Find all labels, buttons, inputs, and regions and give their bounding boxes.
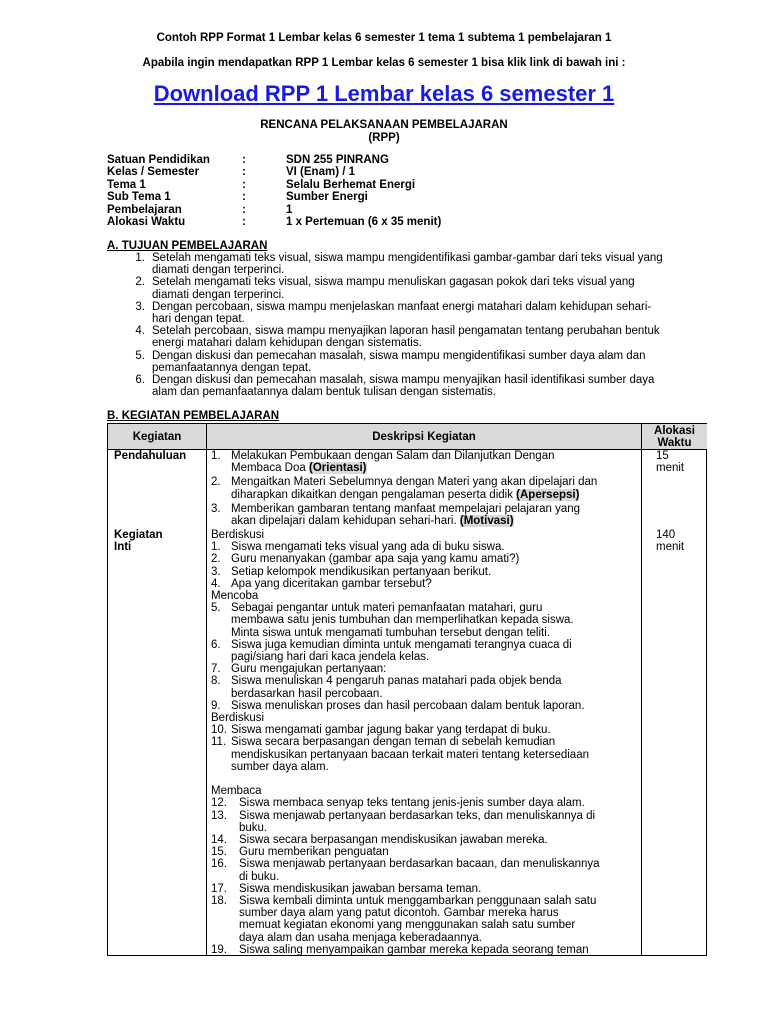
item-text: di buku.: [239, 870, 280, 883]
spacer: [211, 773, 635, 785]
list-item: [211, 858, 635, 882]
item-text: Setelah percobaan, siswa mampu menyajikan laporan hasil pengamatan tentang perubahan bentuk: [152, 325, 660, 338]
meta-separator: :: [242, 178, 246, 191]
list-item: [211, 736, 635, 773]
item-text: berdasarkan hasil percobaan.: [231, 687, 383, 700]
meta-row: [107, 179, 667, 191]
list-item: [107, 276, 715, 300]
item-number: 1.: [211, 450, 221, 462]
document-subtitle: (RPP): [368, 132, 400, 144]
item-text: energi matahari dalam kehidupan dengan sistematis.: [152, 337, 422, 350]
time-allocation: [656, 529, 684, 553]
item-text: Apa yang diceritakan gambar tersebut?: [231, 577, 432, 590]
meta-separator: :: [242, 215, 246, 228]
item-number: 16.: [211, 858, 227, 871]
item-number: 15.: [211, 846, 227, 859]
item-number: 3.: [211, 565, 221, 578]
list-item: [211, 663, 635, 675]
phase-text: Inti: [114, 541, 132, 554]
item-number: 2.: [211, 553, 221, 566]
time-unit: menit: [656, 541, 685, 554]
meta-row: [107, 166, 667, 178]
item-text: daya alam dan usaha menjaga keberadaannya.: [239, 931, 482, 944]
meta-row: [107, 191, 667, 203]
meta-separator: :: [242, 154, 246, 166]
item-text: Siswa menuliskan proses dan hasil percobaan dalam bentuk laporan.: [231, 699, 585, 712]
time-unit: menit: [656, 462, 685, 475]
meta-separator: :: [242, 203, 246, 216]
item-text: sumber daya alam yang patut dicontoh. Gambar mereka harus: [239, 907, 559, 920]
item-text: Siswa kembali diminta untuk menggambarkan penggunaan salah satu: [239, 895, 597, 908]
item-number: 17.: [211, 882, 227, 895]
item-text: diharapkan dikaitkan dengan pengalaman peserta didik: [231, 488, 513, 501]
item-text: membawa satu jenis tumbuhan dan memperlihatkan kepada siswa.: [231, 614, 574, 627]
list-item: [211, 450, 635, 474]
item-text: Memberikan gambaran tentang manfaat mempelajari pelajaran yang: [231, 502, 581, 515]
item-number: 4.: [135, 325, 145, 338]
list-item: [211, 553, 635, 565]
item-number: 1.: [135, 252, 145, 264]
list-item: [107, 301, 715, 325]
list-item: [107, 350, 715, 374]
item-text: Guru menanyakan (gambar apa saja yang kamu amati?): [231, 553, 520, 566]
item-number: 3.: [135, 300, 145, 313]
item-number: 13.: [211, 809, 227, 822]
item-text: Dengan percobaan, siswa mampu menjelaskan manfaat energi matahari dalam kehidupan sehari-: [152, 300, 652, 313]
document-title: RENCANA PELAKSANAAN PEMBELAJARAN: [260, 119, 508, 131]
item-text: Siswa mengamati gambar jagung bakar yang terdapat di buku.: [231, 724, 551, 737]
meta-key: Pembelajaran: [107, 203, 182, 216]
tag-apersepsi: (Apersepsi): [516, 488, 580, 501]
item-text: diamati dengan terperinci.: [152, 288, 285, 301]
list-item: [211, 724, 635, 736]
item-text: mendiskusikan pertanyaan bacaan terkait materi tentang ketersediaan: [231, 748, 589, 761]
item-number: 6.: [135, 374, 145, 387]
item-number: 14.: [211, 834, 227, 847]
tag-orientasi: (Orientasi): [309, 462, 367, 475]
intro-line: Contoh RPP Format 1 Lembar kelas 6 semester 1 tema 1 subtema 1 pembelajaran 1: [156, 32, 612, 44]
meta-value: 1 x Pertemuan (6 x 35 menit): [286, 215, 442, 228]
item-text: hari dengan tepat.: [152, 313, 245, 326]
item-text: Dengan diskusi dan pemecahan masalah, siswa mampu menyajikan hasil identifikasi sumber daya: [152, 374, 655, 387]
learning-objectives-list: [107, 252, 715, 398]
item-text: Guru mengajukan pertanyaan:: [231, 663, 387, 676]
item-text: Mengaitkan Materi Sebelumnya dengan Materi yang akan dipelajari dan: [231, 476, 598, 489]
section-heading-tujuan: A. TUJUAN PEMBELAJARAN: [107, 240, 268, 252]
item-number: 18.: [211, 895, 227, 908]
identity-table: [107, 154, 667, 228]
item-number: 2.: [135, 276, 145, 289]
list-item: [211, 639, 635, 663]
item-text: Sebagai pengantar untuk materi pemanfaatan matahari, guru: [231, 602, 543, 615]
item-text: Siswa juga kemudian diminta untuk mengamati terangnya cuaca di: [231, 638, 572, 651]
meta-key: Satuan Pendidikan: [107, 154, 210, 166]
meta-row: [107, 204, 667, 216]
item-text: Dengan diskusi dan pemecahan masalah, siswa mampu mengidentifikasi sumber daya alam dan: [152, 349, 646, 362]
meta-key: Sub Tema 1: [107, 191, 171, 204]
item-text: Siswa menjawab pertanyaan berdasarkan bacaan, dan menuliskannya: [239, 858, 600, 871]
item-number: 4.: [211, 577, 221, 590]
meta-row: [107, 154, 667, 166]
column-divider: [206, 424, 207, 955]
list-item: [211, 503, 635, 527]
phase-label-pendahuluan: Pendahuluan: [114, 450, 187, 462]
list-item: [211, 566, 635, 578]
item-text: Siswa secara berpasangan mendiskusikan jawaban mereka.: [239, 834, 548, 847]
group-title: Berdiskusi: [211, 712, 265, 725]
header-text: Waktu: [657, 436, 692, 449]
column-header-alokasi: [642, 424, 707, 449]
list-item: [211, 895, 635, 944]
item-text: Setiap kelompok mendikusikan pertanyaan berikut.: [231, 565, 492, 578]
meta-key: Tema 1: [107, 178, 146, 191]
item-text: memuat kegiatan ekonomi yang menggunakan salah satu sumber: [239, 919, 576, 932]
meta-value: Selalu Berhemat Energi: [286, 178, 416, 191]
item-number: 6.: [211, 638, 221, 651]
item-text: diamati dengan terperinci.: [152, 264, 285, 277]
meta-value: SDN 255 PINRANG: [286, 154, 389, 166]
item-text: Setelah mengamati teks visual, siswa mampu menuliskan gagasan pokok dari teks visual yang: [152, 276, 635, 289]
meta-row: [107, 216, 667, 228]
time-value: 15: [656, 450, 669, 462]
item-text: Siswa saling menyampaikan gambar mereka kepada seorang teman: [239, 943, 589, 956]
inti-description: [211, 529, 635, 956]
list-item: [107, 325, 715, 349]
item-number: 7.: [211, 663, 221, 676]
list-item: [211, 834, 635, 846]
download-link[interactable]: Download RPP 1 Lembar kelas 6 semester 1: [153, 81, 615, 106]
column-header-deskripsi: Deskripsi Kegiatan: [207, 424, 641, 449]
item-text: Minta siswa untuk mengamati tumbuhan tersebut dengan teliti.: [231, 626, 550, 639]
item-text: Siswa mengamati teks visual yang ada di buku siswa.: [231, 541, 505, 554]
header-text: Alokasi: [654, 424, 695, 437]
instruction-line: Apabila ingin mendapatkan RPP 1 Lembar kelas 6 semester 1 bisa klik link di bawah ini :: [142, 57, 626, 69]
item-text: Siswa menjawab pertanyaan berdasarkan teks, dan menuliskannya di: [239, 809, 596, 822]
phase-text: Kegiatan: [114, 529, 163, 541]
item-number: 19.: [211, 943, 227, 956]
item-text: Siswa membaca senyap teks tentang jenis-jenis sumber daya alam.: [239, 797, 585, 810]
list-item: [211, 797, 635, 809]
list-item: [107, 252, 715, 276]
item-number: 1.: [211, 541, 221, 554]
list-item: [211, 700, 635, 712]
pendahuluan-description: [211, 450, 635, 527]
meta-value: VI (Enam) / 1: [286, 166, 356, 179]
item-number: 5.: [211, 602, 221, 615]
meta-separator: :: [242, 191, 246, 204]
section-heading-kegiatan: B. KEGIATAN PEMBELAJARAN: [107, 410, 280, 422]
column-header-kegiatan: Kegiatan: [108, 424, 206, 449]
item-text: Siswa secara berpasangan dengan teman di sebelah kemudian: [231, 736, 556, 749]
activities-table: [107, 423, 707, 956]
time-value: 140: [656, 529, 676, 541]
meta-separator: :: [242, 166, 246, 179]
item-number: 11.: [211, 736, 227, 749]
meta-value: Sumber Energi: [286, 191, 368, 204]
list-item: [211, 883, 635, 895]
item-text: alam dan pemanfaatannya dalam bentuk tulisan dengan sistematis.: [152, 386, 496, 399]
item-number: 10.: [211, 724, 227, 737]
list-item: [211, 602, 635, 639]
column-divider: [641, 424, 642, 955]
item-text: buku.: [239, 821, 268, 834]
item-text: Setelah mengamati teks visual, siswa mampu mengidentifikasi gambar-gambar dari teks visual yang: [152, 252, 663, 264]
list-item: [211, 944, 635, 956]
meta-value: 1: [286, 203, 293, 216]
item-text: Siswa mendiskusikan jawaban bersama teman.: [239, 882, 482, 895]
item-text: pagi/siang hari dari kaca jendela kelas.: [231, 651, 430, 664]
item-text: akan dipelajari dalam kehidupan sehari-hari.: [231, 515, 457, 528]
meta-key: Alokasi Waktu: [107, 215, 186, 228]
list-item: [211, 846, 635, 858]
item-number: 3.: [211, 502, 221, 515]
item-text: Guru memberikan penguatan: [239, 846, 389, 859]
group-title: Membaca: [211, 785, 262, 798]
tag-motivasi: (Motivasi): [459, 515, 514, 528]
list-item: [211, 476, 635, 500]
list-item: [107, 374, 715, 398]
list-item: [211, 578, 635, 590]
item-number: 12.: [211, 797, 227, 810]
item-text: sumber daya alam.: [231, 760, 329, 773]
meta-key: Kelas / Semester: [107, 166, 200, 179]
list-item: [211, 675, 635, 699]
list-item: [211, 541, 635, 553]
item-text: Melakukan Pembukaan dengan Salam dan Dilanjutkan Dengan: [231, 450, 555, 462]
item-text: pemanfaatannya dengan tepat.: [152, 361, 312, 374]
group-title: Mencoba: [211, 590, 259, 603]
phase-label-inti: [114, 529, 163, 553]
list-item: [211, 810, 635, 834]
item-number: 5.: [135, 349, 145, 362]
item-number: 8.: [211, 675, 221, 688]
item-number: 9.: [211, 699, 221, 712]
item-number: 2.: [211, 476, 221, 489]
item-text: Membaca Doa: [231, 462, 306, 475]
time-allocation: [656, 450, 684, 474]
item-text: Siswa menuliskan 4 pengaruh panas matahari pada objek benda: [231, 675, 562, 688]
group-title: Berdiskusi: [211, 529, 265, 541]
